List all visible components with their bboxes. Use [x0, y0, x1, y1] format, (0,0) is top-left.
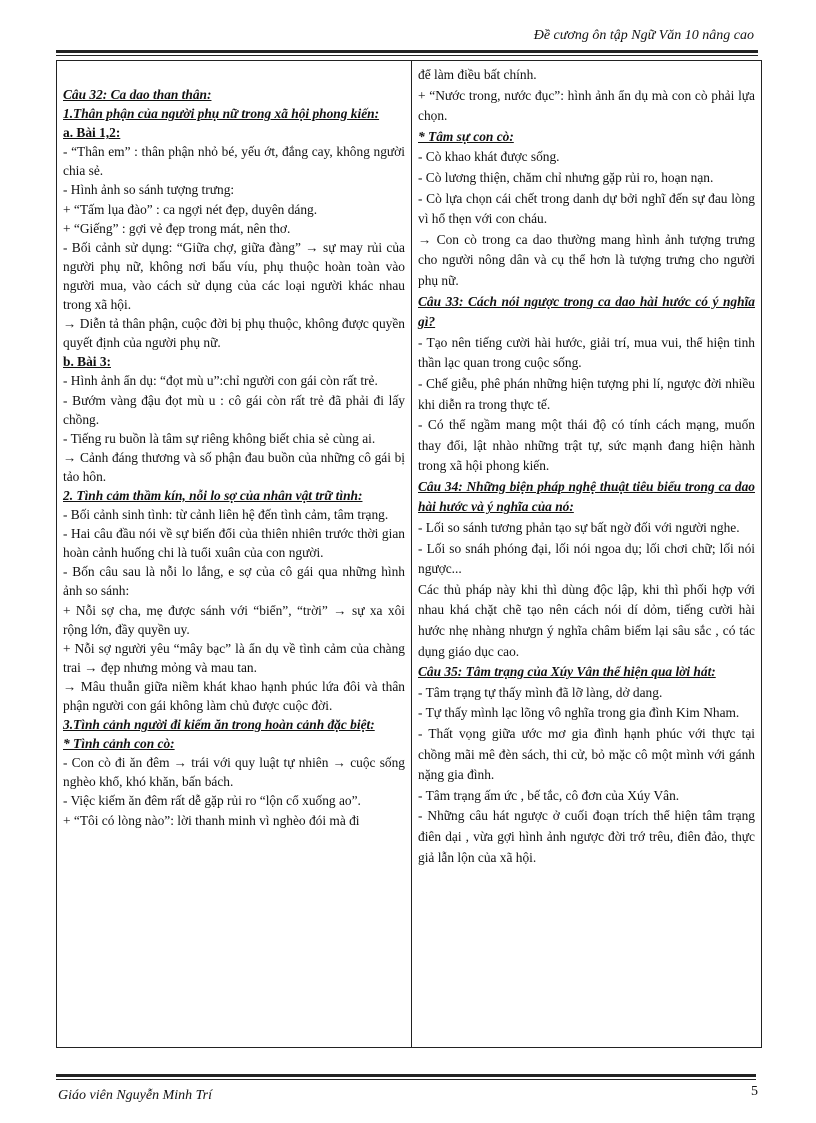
paragraph: - Tâm trạng ấm ức , bế tắc, cô đơn của Xúy Vân.	[418, 787, 680, 803]
section-heading: a. Bài 1,2:	[63, 125, 121, 141]
left-column	[57, 61, 412, 1047]
paragraph: - Có thể ngầm mang một thái độ có tính cách mạng, muốn thay đổi, lật nhào những trật tự, sức mạnh đang hiện hành trong xã hội phong kiến.	[418, 417, 755, 474]
paragraph: + Nỗi sợ người yêu “mây bạc” là ẩn dụ về tình cảm của chàng trai → đẹp nhưng mỏng và mau tan.	[63, 640, 405, 675]
paragraph: - Hình ảnh ẩn dụ: “đọt mù u”:chỉ người con gái còn rất trẻ.	[63, 373, 378, 389]
paragraph: để làm điều bất chính.	[418, 67, 537, 82]
section-heading: b. Bài 3:	[63, 354, 111, 370]
paragraph: - Tự thấy mình lạc lõng vô nghĩa trong gia đình Kim Nham.	[418, 705, 740, 721]
paragraph: → Diễn tả thân phận, cuộc đời bị phụ thuộc, không được quyền quyết định của người phụ nữ.	[63, 316, 405, 351]
content-table	[56, 60, 762, 1048]
paragraph: - Hai câu đầu nói về sự biến đổi của thiên nhiên trước thời gian hoàn cảnh huống chi là tuổi xuân của con người.	[63, 526, 405, 561]
paragraph: - Lối so snáh phóng đại, lối nói ngoa dụ; lối chơi chữ; lối nói ngược...	[418, 540, 755, 577]
paragraph: - Thất vọng giữa ước mơ gia đình hạnh phúc với thực tại chồng mãi mê đèn sách, thi cử, bỏ mặc cô một mình với gánh nặng gia đình.	[418, 726, 755, 783]
paragraph: Các thủ pháp này khi thì dùng độc lập, khi thì phối hợp với nhau khá chặt chẽ tạo nên cách nói dí dỏm, tiếng cười hài hước nhẹ nhàng nhưgn ý nghĩa châm biếm lại sâu sắc , có tác dụng giáo dục cao.	[418, 581, 755, 659]
paragraph: - Bối cảnh sử dụng: “Giữa chợ, giữa đàng” → sự may rủi của người phụ nữ, không nơi bấu víu, phụ thuộc hoàn toàn vào người mua, vào cách sử dụng của các loại người khác nhau trong xã hội.	[63, 239, 405, 313]
paragraph: - Cò lựa chọn cái chết trong danh dự bởi nghĩ đến sự đau lòng vì hổ thẹn với con cháu.	[418, 190, 755, 227]
section-heading: Câu 33: Cách nói ngược trong ca dao hài hước có ý nghĩa gì?	[418, 293, 755, 330]
paragraph: → Mâu thuẫn giữa niềm khát khao hạnh phúc lứa đôi và thân phận người con gái không làm chủ được cuộc đời.	[63, 678, 405, 713]
paragraph: - Cò lương thiện, chăm chỉ nhưng gặp rủi ro, hoạn nạn.	[418, 169, 714, 185]
section-heading: 2. Tình cảm thầm kín, nỗi lo sợ của nhân vật trữ tình:	[63, 487, 363, 503]
paragraph: + “Tôi có lòng nào”: lời thanh minh vì nghèo đói mà đi	[63, 812, 360, 828]
section-heading: 1.Thân phận của người phụ nữ trong xã hội phong kiến:	[63, 106, 380, 122]
paragraph: + “Tấm lụa đào” : ca ngợi nét đẹp, duyên dáng.	[63, 201, 318, 217]
paragraph: + “Nước trong, nước đục”: hình ảnh ẩn dụ mà con cò phải lựa chọn.	[418, 87, 755, 124]
section-heading: Câu 32: Ca dao than thân:	[63, 87, 212, 102]
paragraph: - Bối cảnh sinh tình: từ cảnh liên hệ đến tình cảm, tâm trạng.	[63, 507, 389, 523]
header-title: Đề cương ôn tập Ngữ Văn 10 nâng cao	[533, 28, 754, 43]
paragraph: → Con cò trong ca dao thường mang hình ảnh tượng trưng cho người nông dân và cụ thể hơn là tượng trưng cho người phụ nữ.	[418, 231, 755, 288]
page-number: 5	[751, 1084, 758, 1099]
paragraph: - Tiếng ru buồn là tâm sự riêng không biết chia sẻ cùng ai.	[63, 430, 376, 446]
paragraph: + “Giếng” : gợi vẻ đẹp trong mát, nên thơ.	[63, 220, 291, 236]
paragraph: - Hình ảnh so sánh tượng trưng:	[63, 182, 235, 198]
paragraph: - Tâm trạng tự thấy mình đã lỡ làng, dở dang.	[418, 684, 663, 700]
paragraph: → Cảnh đáng thương và số phận đau buồn của những cô gái bị tảo hôn.	[63, 449, 405, 484]
paragraph: - Chế giễu, phê phán những hiện tượng phi lí, ngược đời nhiều khi diễn ra trong thực tế.	[418, 375, 755, 412]
paragraph: - Việc kiếm ăn đêm rất dễ gặp rủi ro “lộn cổ xuống ao”.	[63, 793, 361, 809]
paragraph: - Lối so sánh tương phản tạo sự bất ngờ đối với người nghe.	[418, 520, 740, 536]
section-heading: * Tâm sự con cò:	[418, 128, 514, 144]
section-heading: 3.Tình cảnh người đi kiếm ăn trong hoàn cảnh đặc biệt:	[63, 717, 375, 733]
footer-rule	[56, 1074, 756, 1080]
paragraph: - Những câu hát ngược ở cuối đoạn trích thể hiện tâm trạng điên dại , vừa gợi hình ảnh ngược đời trớ trêu, điên đảo, thực giả lẫn lộn của xã hội.	[418, 808, 755, 865]
section-heading: * Tình cảnh con cò:	[63, 736, 175, 752]
paragraph: - “Thân em” : thân phận nhỏ bé, yếu ớt, đắng cay, không người chia sẻ.	[63, 144, 405, 179]
header-rule	[56, 50, 758, 56]
paragraph: - Bốn câu sau là nỗi lo lắng, e sợ của cô gái qua những hình ảnh so sánh:	[63, 564, 405, 599]
section-heading: Câu 35: Tâm trạng của Xúy Vân thể hiện qua lời hát:	[418, 664, 716, 680]
section-heading: Câu 34: Những biện pháp nghệ thuật tiêu biểu trong ca dao hài hước và ý nghĩa của nó:	[418, 478, 755, 515]
paragraph: + Nỗi sợ cha, mẹ được sánh với “biển”, “trời” → sự xa xôi rộng lớn, đầy quyền uy.	[63, 602, 405, 637]
paragraph: - Tạo nên tiếng cười hài hước, giải trí, mua vui, thể hiện tinh thần lạc quan trong cuộc sống.	[418, 334, 755, 371]
paragraph: - Bướm vàng đậu đọt mù u : cô gái còn rất trẻ đã phải đi lấy chồng.	[63, 392, 405, 427]
paragraph: - Con cò đi ăn đêm → trái với quy luật tự nhiên → cuộc sống nghèo khổ, khó khăn, bấn bách.	[63, 755, 405, 790]
paragraph: - Cò khao khát được sống.	[418, 149, 560, 165]
footer-teacher: Giáo viên Nguyễn Minh Trí	[58, 1088, 212, 1103]
right-column	[412, 61, 761, 1047]
